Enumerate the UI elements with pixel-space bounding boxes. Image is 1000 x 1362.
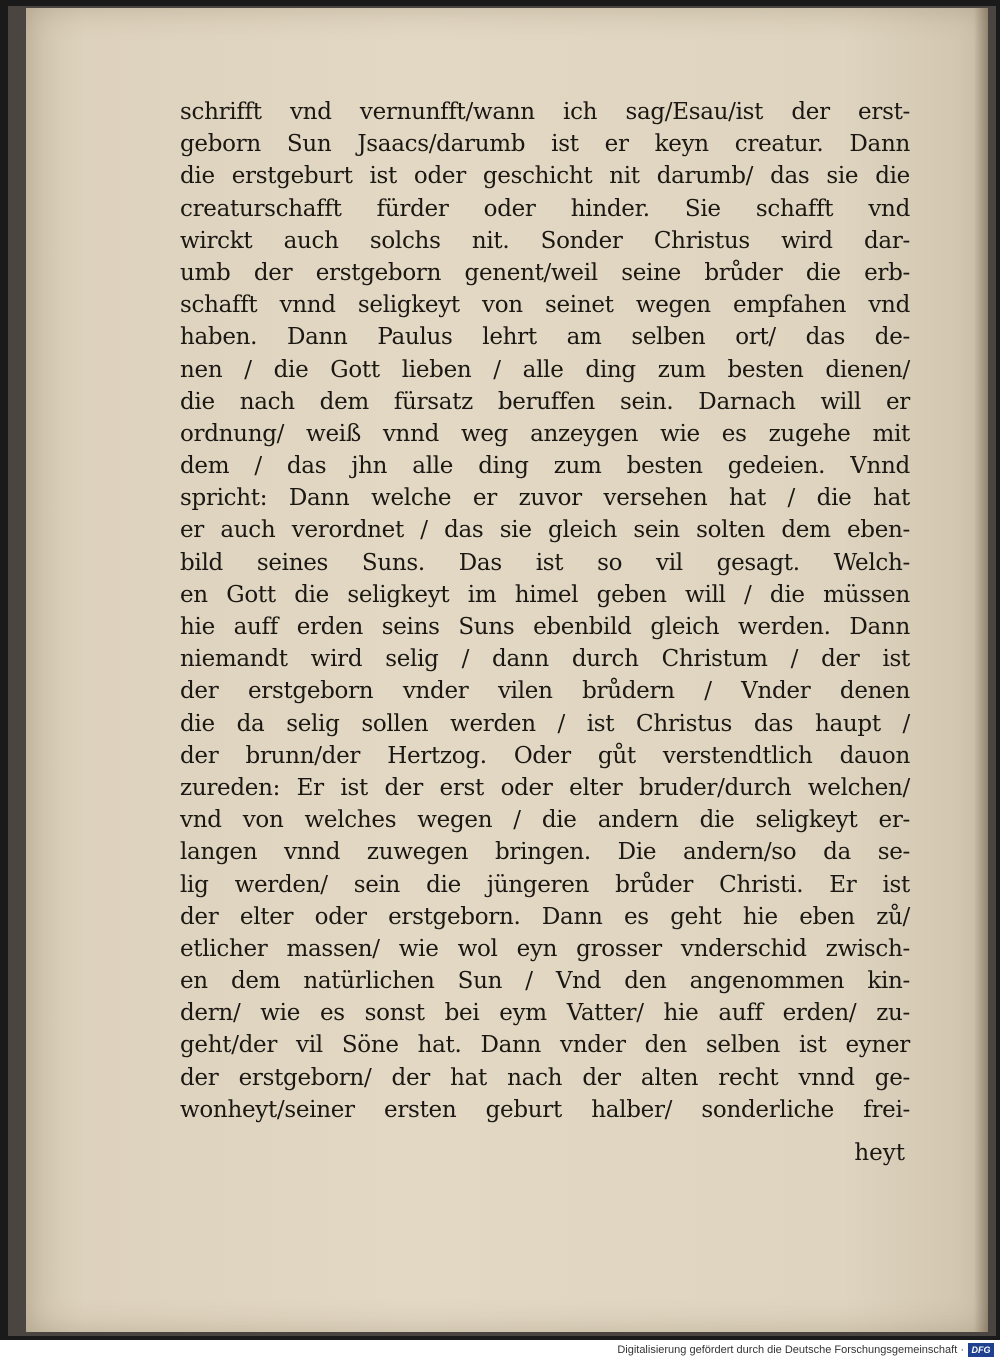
text-line: wirckt auch solchs nit. Sonder Christus wird dar- [180, 227, 910, 254]
footer-bar [0, 1340, 1000, 1362]
catchword: heyt [854, 1140, 905, 1166]
text-line: der erstgeborn vnder vilen brůdern / Vnder denen [180, 678, 910, 705]
text-line: schafft vnnd seligkeyt von seinet wegen empfahen vnd [180, 292, 910, 319]
text-line: die erstgeburt ist oder geschicht nit darumb/ das sie die [180, 163, 910, 190]
text-line: lig werden/ sein die jüngeren brůder Christi. Er ist [180, 871, 910, 898]
text-line: nen / die Gott lieben / alle ding zum besten dienen/ [180, 356, 910, 383]
text-block [180, 96, 910, 1126]
text-line: spricht: Dann welche er zuvor versehen hat / die hat [180, 485, 910, 512]
text-line: schrifft vnd vernunfft/wann ich sag/Esau/ist der erst- [180, 99, 910, 125]
text-line: dern/ wie es sonst bei eym Vatter/ hie auff erden/ zu- [180, 1000, 910, 1027]
text-line: en dem natürlichen Sun / Vnd den angenommen kin- [180, 968, 910, 995]
text-line: niemandt wird selig / dann durch Christum / der ist [180, 646, 910, 673]
text-line: en Gott die seligkeyt im himel geben will / die müssen [180, 581, 910, 608]
text-line: etlicher massen/ wie wol eyn grosser vnderschid zwisch- [180, 935, 910, 962]
dfg-logo-icon: DFG [968, 1343, 994, 1357]
footer-credit: Digitalisierung gefördert durch die Deutsche Forschungsgemeinschaft · [617, 1344, 964, 1356]
text-line: hie auff erden seins Suns ebenbild gleich werden. Dann [180, 614, 910, 640]
text-line: wonheyt/seiner ersten geburt halber/ sonderliche frei- [180, 1096, 910, 1123]
text-line: geht/der vil Söne hat. Dann vnder den selben ist eyner [180, 1032, 910, 1059]
text-line: der brunn/der Hertzog. Oder gůt verstendtlich dauon [180, 742, 910, 769]
text-line: dem / das jhn alle ding zum besten gedeien. Vnnd [180, 453, 910, 480]
text-line: langen vnnd zuwegen bringen. Die andern/so da se- [180, 839, 910, 866]
text-line: ordnung/ weiß vnnd weg anzeygen wie es zugehe mit [180, 420, 910, 447]
text-line: die da selig sollen werden / ist Christus das haupt / [180, 710, 910, 737]
text-line: er auch verordnet / das sie gleich sein solten dem eben- [180, 517, 910, 544]
text-line: der elter oder erstgeborn. Dann es geht hie eben zů/ [180, 903, 910, 930]
text-line: creaturschafft fürder oder hinder. Sie schafft vnd [180, 195, 910, 222]
text-line: vnd von welches wegen / die andern die seligkeyt er- [180, 807, 910, 834]
text-line: bild seines Suns. Das ist so vil gesagt. Welch- [180, 549, 910, 576]
text-line: umb der erstgeborn genent/weil seine brůder die erb- [180, 259, 910, 286]
text-line: der erstgeborn/ der hat nach der alten recht vnnd ge- [180, 1064, 910, 1091]
text-line: zureden: Er ist der erst oder elter bruder/durch welchen/ [180, 774, 910, 801]
text-line: haben. Dann Paulus lehrt am selben ort/ das de- [180, 324, 910, 351]
gutter-shadow [974, 8, 988, 1332]
text-line: geborn Sun Jsaacs/darumb ist er keyn creatur. Dann [180, 131, 910, 158]
text-line: die nach dem fürsatz beruffen sein. Darnach will er [180, 388, 910, 415]
